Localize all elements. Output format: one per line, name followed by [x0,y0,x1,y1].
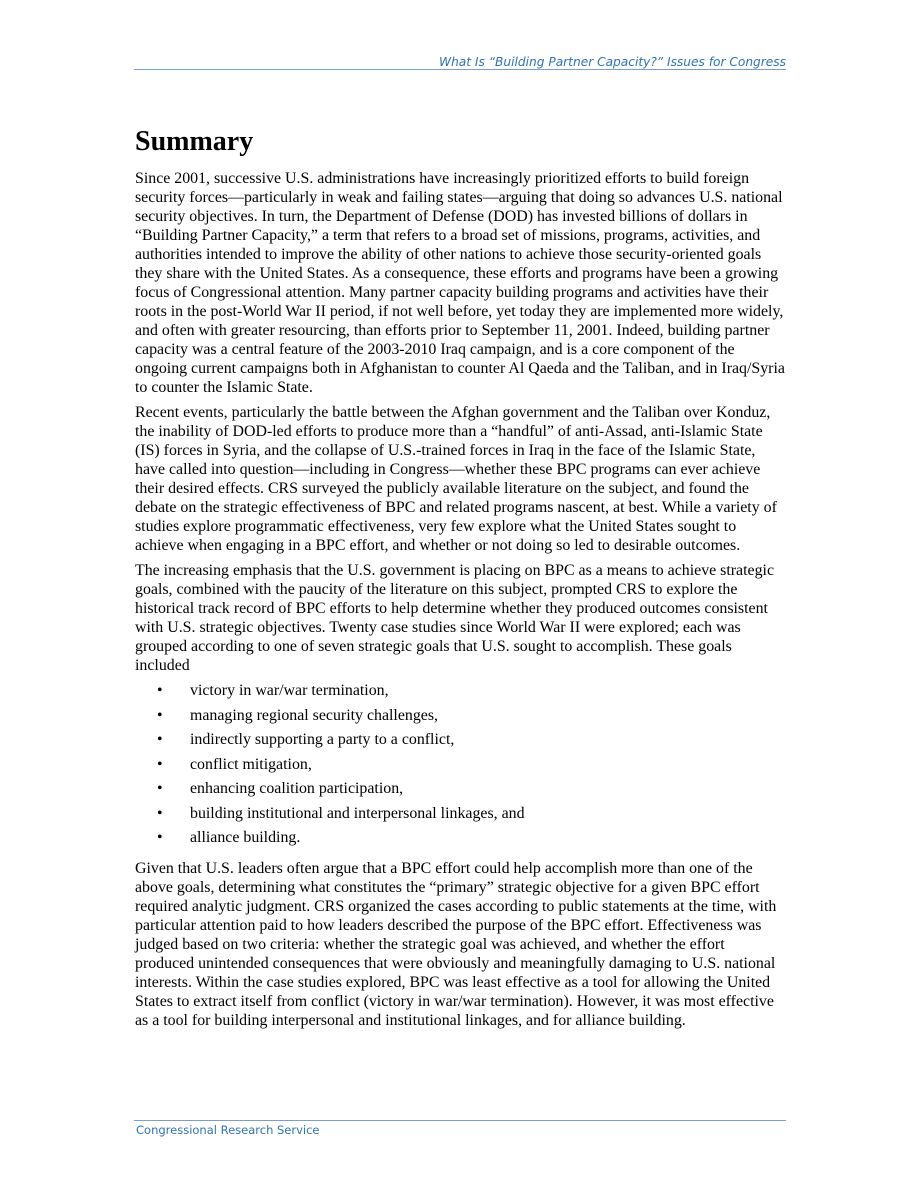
list-item [135,706,787,731]
footer-divider [134,1120,786,1121]
list-item [135,804,787,829]
footer-organization: Congressional Research Service [136,1123,320,1137]
list-item-text: enhancing coalition participation, [190,780,404,797]
paragraph-intro: Since 2001, successive U.S. administrations have increasingly prioritized efforts to build foreign security forces—particularly in weak and failing states—arguing that doing so advances U.S. national security objectives. In turn, the Department of Defense (DOD) has invested billions of dollars in “Building Partner Capacity,” a term that refers to a broad set of missions, programs, activities, and authorities intended to improve the ability of other nations to achieve those security-oriented goals they share with the United States. As a consequence, these efforts and programs have been a growing focus of Congressional attention. Many partner capacity building programs and activities have their roots in the post-World War II period, if not well before, yet today they are implemented more widely, and often with greater resourcing, than efforts prior to September 11, 2001. Indeed, building partner capacity was a central feature of the 2003-2010 Iraq campaign, and is a core component of the ongoing current campaigns both in Afghanistan to counter Al Qaeda and the Taliban, and in Iraq/Syria to counter the Islamic State. [135,170,785,396]
paragraph-recent-events: Recent events, particularly the battle between the Afghan government and the Taliban over Konduz, the inability of DOD-led efforts to produce more than a “handful” of anti-Assad, anti-Islamic State (IS) forces in Syria, and the collapse of U.S.-trained forces in Iraq in the face of the Islamic State, have called into question—including in Congress—whether these BPC programs can ever achieve their desired effects. CRS surveyed the publicly available literature on the subject, and found the debate on the strategic effectiveness of BPC and related programs nascent, at best. While a variety of studies explore programmatic effectiveness, very few explore what the United States sought to achieve when engaging in a BPC effort, and whether or not doing so led to desirable outcomes. [135,404,777,554]
list-item-text: alliance building. [190,829,301,846]
page-title: Summary [135,126,254,157]
paragraph-conclusion: Given that U.S. leaders often argue that a BPC effort could help accomplish more than one of the above goals, determining what constitutes the “primary” strategic objective for a given BPC effort required analytic judgment. CRS organized the cases according to public statements at the time, with particular attention paid to how leaders described the purpose of the BPC effort. Effectiveness was judged based on two criteria: whether the strategic goal was achieved, and whether the effort produced unintended consequences that were obviously and meaningfully damaging to U.S. national interests. Within the case studies explored, BPC was least effective as a tool for allowing the United States to extract itself from conflict (victory in war/war termination). However, it was most effective as a tool for building interpersonal and institutional linkages, and for alliance building. [135,859,777,1029]
bullet-icon: • [157,682,163,699]
list-item-text: indirectly supporting a party to a conflict, [190,731,455,748]
bullet-icon: • [157,706,163,724]
bullet-icon: • [157,731,163,748]
list-item-text: conflict mitigation, [190,755,312,773]
list-item-text: managing regional security challenges, [190,706,438,724]
list-item [135,730,787,755]
list-item [135,828,787,853]
running-header-title: What Is “Building Partner Capacity?” Issues for Congress [439,55,786,69]
header-divider [134,69,786,70]
list-item [135,779,787,804]
bullet-icon: • [157,780,163,797]
strategic-goals-list [135,681,787,853]
bullet-icon: • [157,755,163,773]
list-item-text: victory in war/war termination, [190,682,389,699]
list-item-text: building institutional and interpersonal linkages, and [190,804,525,822]
page-body [135,124,787,1036]
bullet-icon: • [157,829,163,846]
list-item [135,755,787,780]
paragraph-case-studies: The increasing emphasis that the U.S. government is placing on BPC as a means to achieve strategic goals, combined with the paucity of the literature on this subject, prompted CRS to explore the historical track record of BPC efforts to help determine whether they produced outcomes consistent with U.S. strategic objectives. Twenty case studies since World War II were explored; each was grouped according to one of seven strategic goals that U.S. sought to accomplish. These goals included [135,562,774,674]
list-item [135,681,787,706]
bullet-icon: • [157,804,163,822]
